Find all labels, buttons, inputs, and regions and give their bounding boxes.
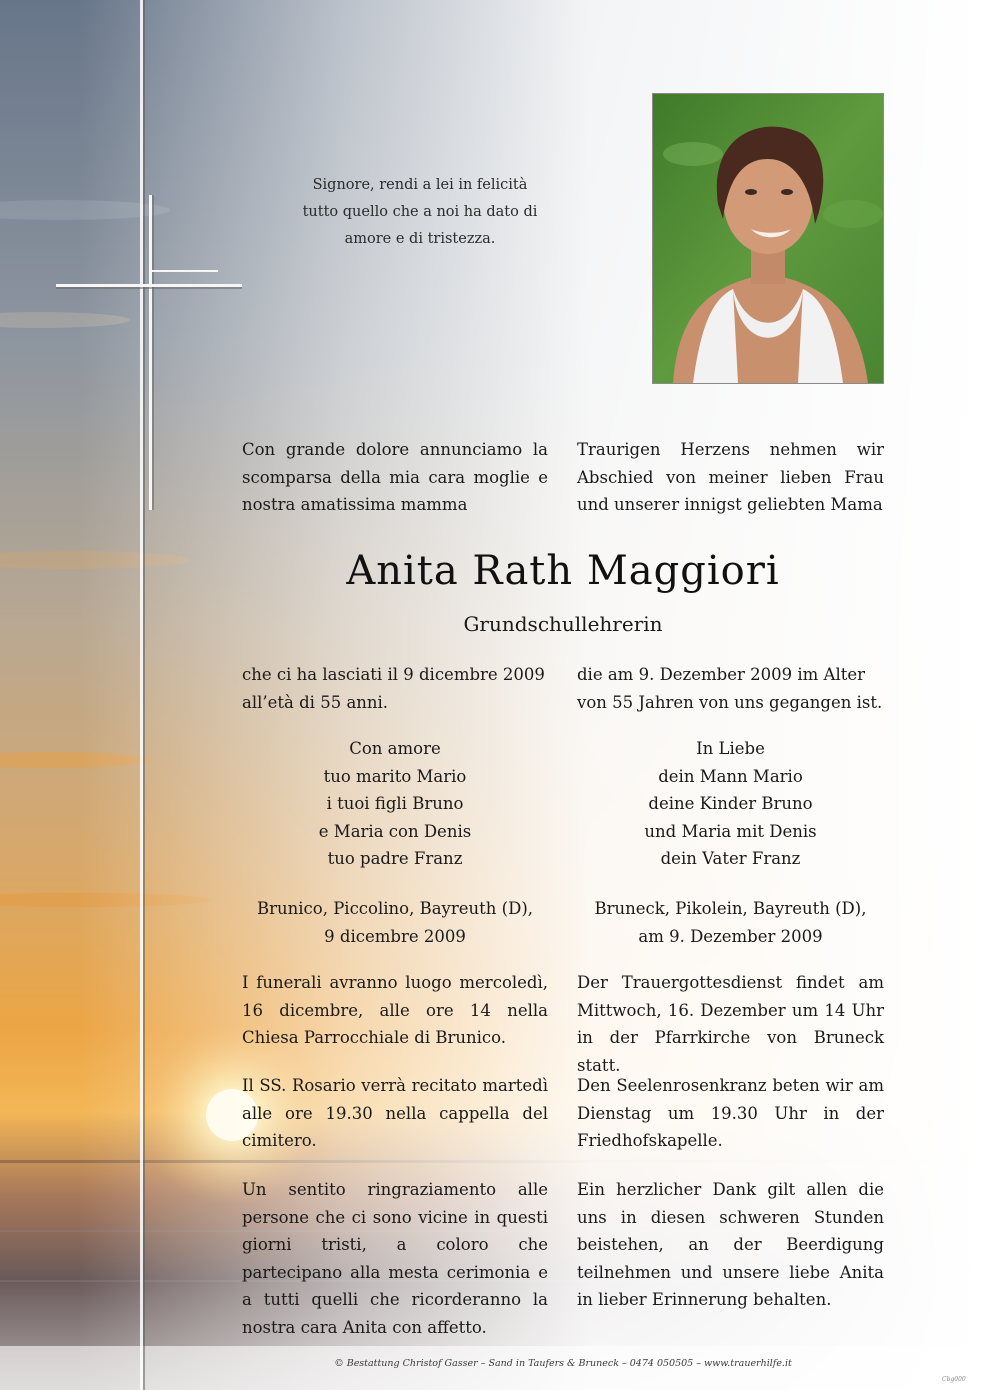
mourner-line: Con amore bbox=[349, 739, 441, 758]
mourner-line: In Liebe bbox=[696, 739, 765, 758]
mourner-line: deine Kinder Bruno bbox=[648, 794, 813, 813]
thanks-de: Ein herzlicher Dank gilt allen die uns in diesen schweren Stunden beistehen, an der Beerdigung teilnehmen und unsere liebe Anita in lieber Erinnerung behalten. bbox=[577, 1180, 884, 1309]
mourner-line: dein Vater Franz bbox=[660, 849, 801, 868]
mourner-line: dein Mann Mario bbox=[658, 766, 803, 786]
rosary-it: Il SS. Rosario verrà recitato martedì alle ore 19.30 nella cappella del cimitero. bbox=[242, 1076, 548, 1150]
mourners-de bbox=[577, 735, 884, 873]
thanks-it: Un sentito ringraziamento alle persone che ci sono vicine in questi giorni tristi, a coloro che partecipano alla mesta cerimonia e a tutti quelli che ricorderanno la nostra cara Anita con affetto. bbox=[242, 1180, 548, 1337]
place-line: Bruneck, Pikolein, Bayreuth (D), bbox=[594, 899, 867, 918]
mourner-line: tuo marito Mario bbox=[323, 766, 467, 786]
corner-code: Cbg000 bbox=[942, 1376, 966, 1383]
date-line: 9 dicembre 2009 bbox=[324, 926, 466, 946]
quote-line: amore e di tristezza. bbox=[344, 231, 496, 247]
funeral-home-footer: © Bestattung Christof Gasser – Sand in Taufers & Bruneck – 0474 050505 – www.trauerhilfe.it bbox=[334, 1358, 792, 1369]
intro-de: Traurigen Herzens nehmen wir Abschied von meiner lieben Frau und unserer innigst geliebten Mama bbox=[577, 440, 884, 514]
portrait-photo bbox=[652, 93, 884, 384]
mourner-line: i tuoi figli Bruno bbox=[326, 794, 464, 813]
death-it: che ci ha lasciati il 9 dicembre 2009 all’età di 55 anni. bbox=[242, 665, 545, 712]
deceased-profession: Grundschullehrerin bbox=[463, 612, 663, 636]
prayer-quote bbox=[300, 172, 540, 253]
funeral-it: I funerali avranno luogo mercoledì, 16 dicembre, alle ore 14 nella Chiesa Parrocchiale di Brunico. bbox=[242, 973, 548, 1047]
place-line: Brunico, Piccolino, Bayreuth (D), bbox=[256, 899, 534, 918]
deceased-name: Anita Rath Maggiori bbox=[346, 548, 780, 594]
date-line: am 9. Dezember 2009 bbox=[638, 926, 823, 946]
quote-line: Signore, rendi a lei in felicità bbox=[312, 177, 528, 193]
intro-it: Con grande dolore annunciamo la scomparsa della mia cara moglie e nostra amatissima mamma bbox=[242, 440, 548, 514]
rosary-de: Den Seelenrosenkranz beten wir am Dienstag um 19.30 Uhr in der Friedhofskapelle. bbox=[577, 1076, 884, 1150]
mourners-it bbox=[242, 735, 548, 873]
mourner-line: tuo padre Franz bbox=[327, 849, 463, 868]
funeral-de: Der Trauergottesdienst findet am Mittwoch, 16. Dezember um 14 Uhr in der Pfarrkirche von Bruneck statt. bbox=[577, 973, 884, 1075]
mourner-line: e Maria con Denis bbox=[318, 821, 472, 841]
quote-line: tutto quello che a noi ha dato di bbox=[302, 204, 538, 220]
death-de: die am 9. Dezember 2009 im Alter von 55 Jahren von uns gegangen ist. bbox=[577, 665, 883, 712]
place-date-it bbox=[242, 895, 548, 950]
mourner-line: und Maria mit Denis bbox=[644, 821, 817, 841]
place-date-de bbox=[577, 895, 884, 950]
